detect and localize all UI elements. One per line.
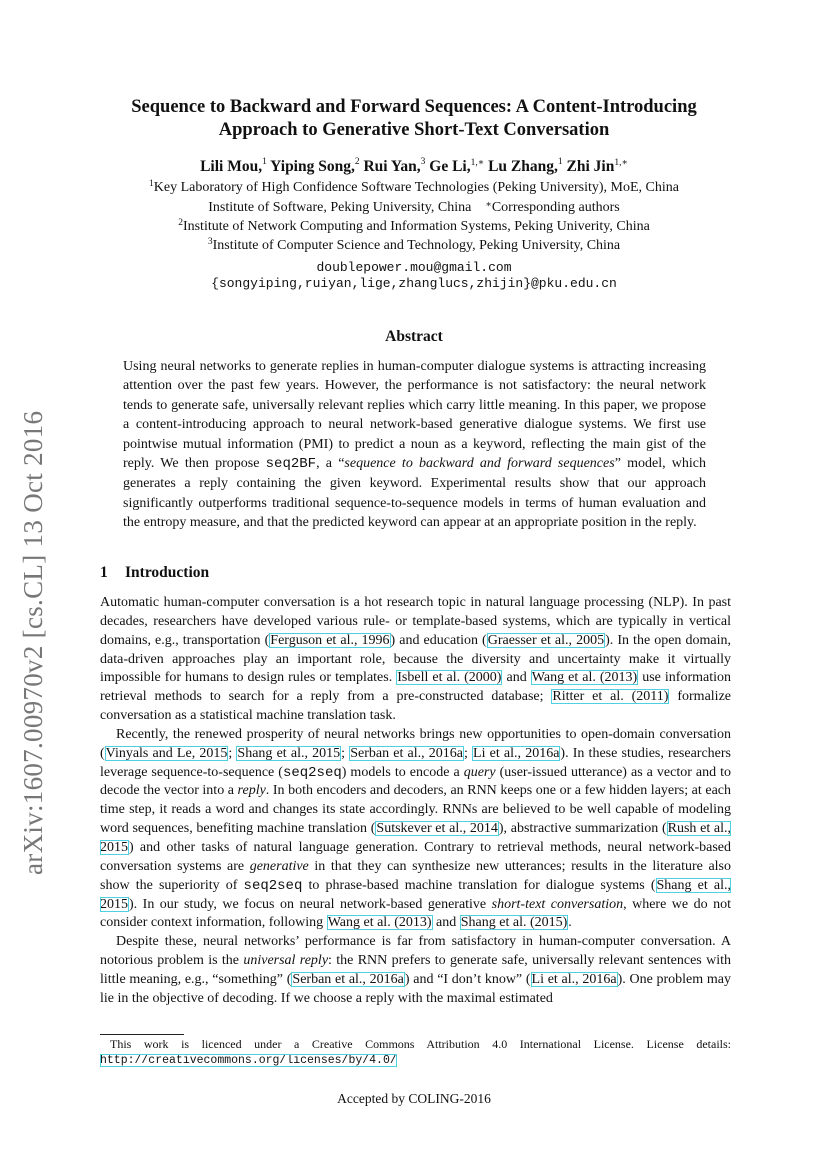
author-list <box>60 158 768 176</box>
citation-link[interactable]: Graesser et al., 2005 <box>487 632 605 648</box>
citation-link[interactable]: Wang et al. (2013) <box>327 915 432 931</box>
author: Ge Li,$^{1,∗}$ <box>429 158 485 175</box>
author: Yiping Song,$^2$ <box>270 157 360 175</box>
corresponding-note: Corresponding authors <box>491 200 620 215</box>
introduction-body <box>100 594 731 1009</box>
citation-link[interactable]: Sutskever et al., 2014 <box>376 821 498 837</box>
email-primary: doublepower.mou@gmail.com <box>316 260 512 275</box>
citation-link[interactable]: Ritter et al. (2011) <box>552 689 669 705</box>
author: Rui Yan,$^3$ <box>363 157 426 175</box>
paper-title <box>60 96 768 142</box>
affiliation-2: $^2$Institute of Network Computing and Information Systems, Peking Univerity, China <box>178 218 650 234</box>
citation-link[interactable]: Li et al., 2016a <box>531 971 617 987</box>
citation-link[interactable]: Wang et al. (2013) <box>531 670 638 686</box>
citation-link[interactable]: Isbell et al. (2000) <box>397 670 502 686</box>
paragraph: Recently, the renewed prosperity of neural networks brings new opportunities to open-domain conversation (Vinyals and Le, 2015; Shang et al., 2015; Serban et al., 2016a; Li et al., 2016a). In these studies, researchers leverage sequence-to-sequence (seq2seq) models to encode a query (user-issued utterance) as a vector and to decode the vector into a reply. In both encoders and decoders, an RNN keeps one or a few hidden layers; at each time step, it reads a word and changes its state accordingly. RNNs are believed to be well capable of modeling word sequences, benefiting machine translation (Sutskever et al., 2014), abstractive summarization (Rush et al., 2015) and other tasks of natural language generation. Contrary to retrieval methods, neural network-based conversation systems are generative in that they can synthesize new utterances; results in the literature also show the superiority of seq2seq to phrase-based machine translation for dialogue systems (Shang et al., 2015). In our study, we focus on neural network-based generative short-text conversation, where we do not consider context information, following Wang et al. (2013) and Shang et al. (2015). <box>100 726 732 931</box>
author: Lili Mou,$^1$ <box>200 157 267 175</box>
license-url-link[interactable]: http://creativecommons.org/licenses/by/4.0/ <box>100 1054 397 1067</box>
abstract-heading: Abstract <box>385 328 443 345</box>
footnote-divider <box>100 1034 184 1035</box>
title-line-2: Approach to Generative Short-Text Conversation <box>218 120 610 140</box>
section-heading-introduction: 1 Introduction <box>100 564 210 581</box>
citation-link[interactable]: Shang et al., 2015 <box>237 745 341 761</box>
paragraph: Despite these, neural networks’ performance is far from satisfactory in human-computer conversation. A notorious problem is the universal reply: the RNN prefers to generate safe, universally relevant sentences with little meaning, e.g., “something” (Serban et al., 2016a) and “I don’t know” (Li et al., 2016a). One problem may lie in the objective of decoding. If we choose a reply with the maximal estimated <box>100 934 731 1006</box>
affiliation-3: $^3$Institute of Computer Science and Technology, Peking University, China <box>207 237 621 253</box>
author: Lu Zhang,$^1$ <box>488 157 563 175</box>
citation-link[interactable]: Shang et al. (2015) <box>460 915 568 931</box>
citation-link[interactable]: Shang et al., 2015 <box>100 877 731 912</box>
arxiv-identifier: arXiv:1607.00970v2 [cs.CL] 13 Oct 2016 <box>18 410 48 875</box>
citation-link[interactable]: Rush et al., 2015 <box>100 821 731 855</box>
citation-link[interactable]: Li et al., 2016a <box>473 745 560 761</box>
license-footnote: This work is licenced under a Creative Commons Attribution 4.0 International License. License details: http://creativecommons.org/licenses/by/4.0/ <box>100 1037 731 1067</box>
abstract-text: Using neural networks to generate replies in human-computer dialogue systems is attracting increasing attention over the past few years. However, the performance is not satisfactory: the neural network tends to generate safe, universally relevant replies which carry little meaning. In this paper, we propose a content-introducing approach to neural network-based generative dialogue systems. We first use pointwise mutual information (PMI) to predict a noun as a keyword, reflecting the main gist of the reply. We then propose seq2BF, a “sequence to backward and forward sequences” model, which generates a reply containing the given keyword. Experimental results show that our approach significantly outperforms traditional sequence-to-sequence models in terms of human evaluation and the entropy measure, and that the predicted keyword can appear at an appropriate position in the reply. <box>123 359 707 531</box>
title-line-1: Sequence to Backward and Forward Sequences: A Content-Introducing <box>131 97 697 117</box>
affiliation-1b: Institute of Software, Peking University, China ∗Corresponding authors <box>208 200 620 215</box>
citation-link[interactable]: Vinyals and Le, 2015 <box>105 745 228 761</box>
affiliation-1: $^1$Key Laboratory of High Confidence Software Technologies (Peking University), MoE, China <box>149 179 679 195</box>
paragraph: Automatic human-computer conversation is a hot research topic in natural language processing (NLP). In past decades, researchers have developed various rule- or template-based systems, which are typically in vertical domains, e.g., transportation (Ferguson et al., 1996) and education (Graesser et al., 2005). In the open domain, data-driven approaches play an important role, because the diversity and uncertainty make it virtually impossible for humans to design rules or templates. Isbell et al. (2000) and Wang et al. (2013) use information retrieval methods to search for a reply from a pre-constructed database; Ritter et al. (2011) formalize conversation as a statistical machine translation task. <box>100 595 732 724</box>
venue-note: Accepted by COLING-2016 <box>337 1091 491 1106</box>
citation-link[interactable]: Serban et al., 2016a <box>292 971 404 987</box>
citation-link[interactable]: Ferguson et al., 1996 <box>270 632 390 648</box>
author: Zhi Jin$^{1,∗}$ <box>566 158 628 175</box>
citation-link[interactable]: Serban et al., 2016a <box>350 745 463 761</box>
email-group: {songyiping,ruiyan,lige,zhanglucs,zhijin}@pku.edu.cn <box>211 276 617 291</box>
